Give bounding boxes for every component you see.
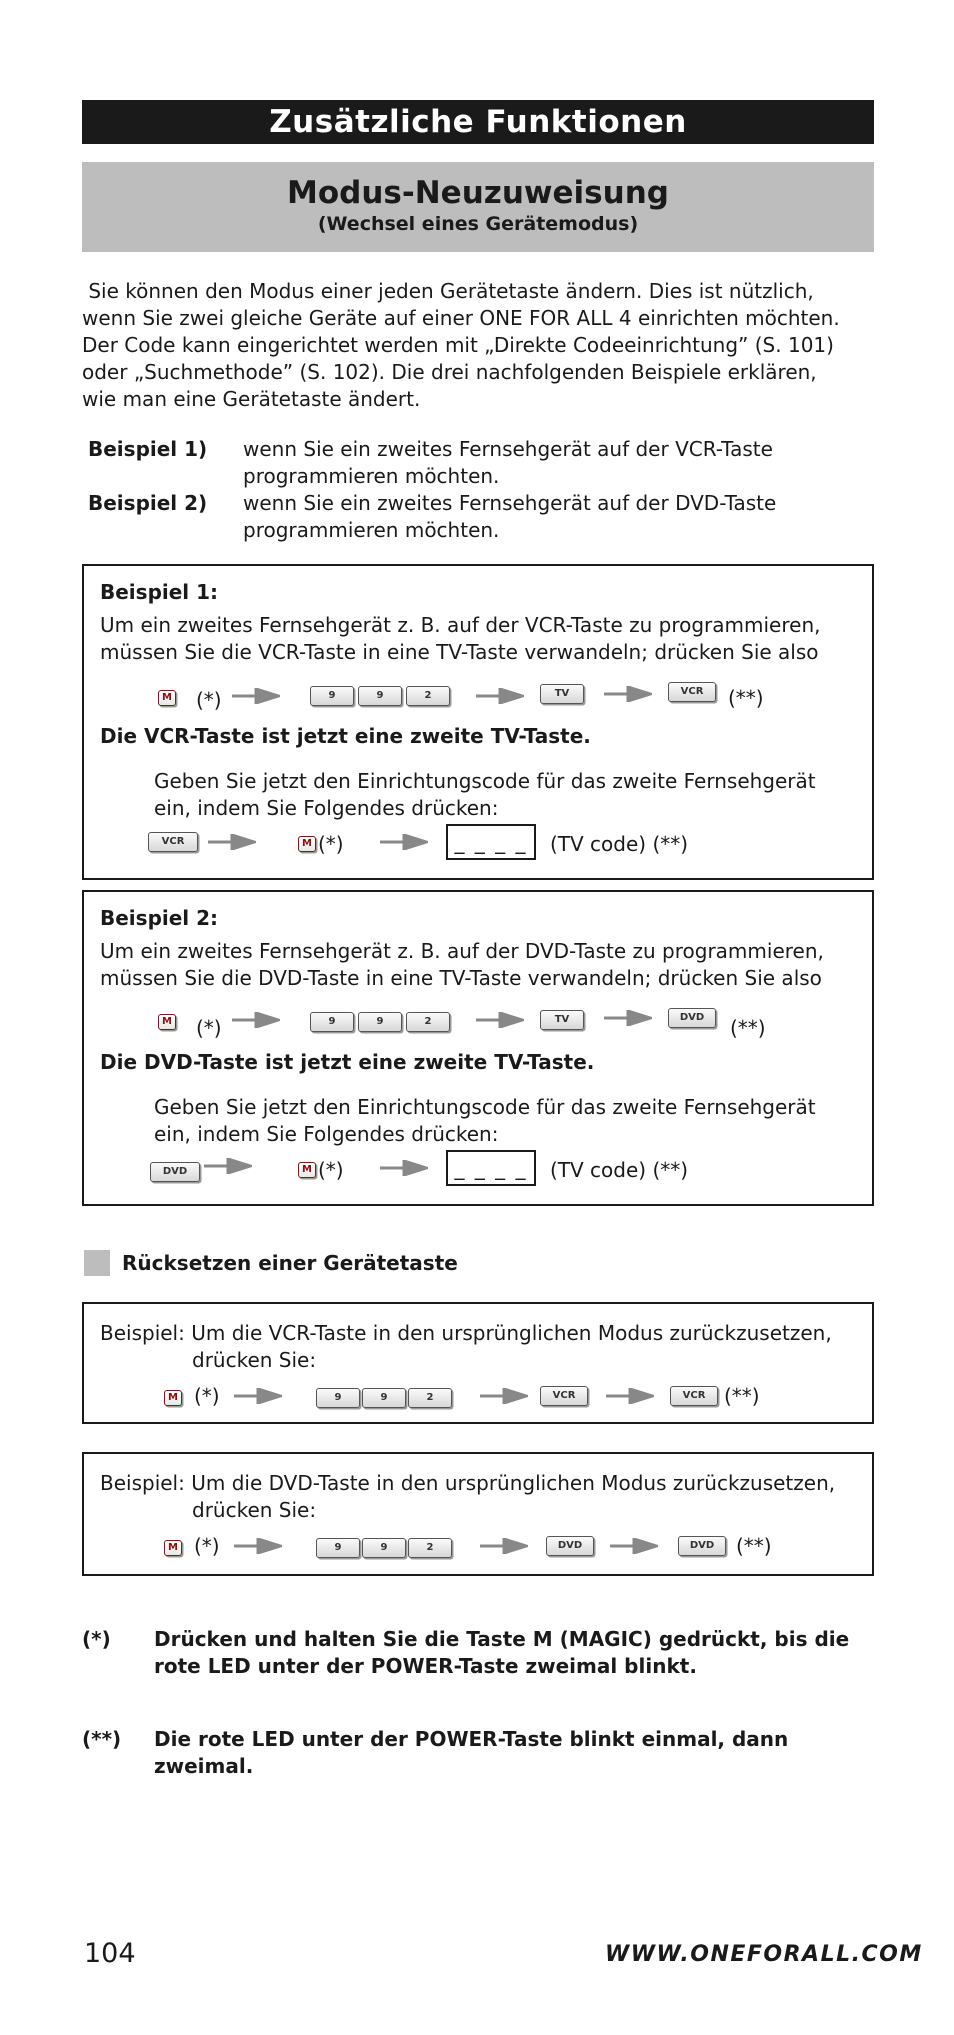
tv-key-icon: TV bbox=[540, 684, 584, 704]
vcr-key-icon: VCR bbox=[540, 1386, 588, 1406]
arrow-icon bbox=[232, 688, 280, 704]
key-9-icon: 9 bbox=[310, 686, 354, 706]
subtitle-box bbox=[82, 162, 874, 252]
magic-key-icon: M bbox=[158, 690, 176, 706]
star-note: (*) bbox=[194, 1384, 220, 1408]
reset-section-heading bbox=[84, 1250, 458, 1276]
indent-instruction bbox=[154, 1094, 854, 1148]
double-star-note: (**) bbox=[736, 1534, 772, 1558]
double-star-note: (**) bbox=[724, 1384, 760, 1408]
reset-line: Beispiel: Um die DVD-Taste in den ursprünglichen Modus zurückzusetzen, bbox=[100, 1471, 836, 1495]
double-star-note: (**) bbox=[728, 686, 764, 710]
arrow-icon bbox=[208, 834, 256, 850]
arrow-icon bbox=[604, 1010, 652, 1026]
star-note: (*) bbox=[196, 688, 222, 712]
footnote-line: Drücken und halten Sie die Taste M (MAGIC) gedrückt, bis die bbox=[154, 1627, 850, 1651]
code-entry-box: _ _ _ _ bbox=[446, 824, 536, 860]
star-note: (*) bbox=[196, 1016, 222, 1040]
reset-dvd-box bbox=[82, 1452, 874, 1576]
intro-line: oder „Suchmethode” (S. 102). Die drei nachfolgenden Beispiele erklären, bbox=[82, 360, 817, 384]
bullet-square-icon bbox=[84, 1250, 110, 1276]
box-line: müssen Sie die DVD-Taste in eine TV-Taste verwandeln; drücken Sie also bbox=[100, 966, 822, 990]
box-heading: Beispiel 1: bbox=[100, 580, 219, 604]
magic-key-icon: M bbox=[158, 1014, 176, 1030]
indent-line: Geben Sie jetzt den Einrichtungscode für das zweite Fernsehgerät bbox=[154, 769, 816, 793]
intro-line: wie man eine Gerätetaste ändert. bbox=[82, 387, 421, 411]
arrow-icon bbox=[380, 834, 428, 850]
key-9-icon: 9 bbox=[358, 686, 402, 706]
arrow-icon bbox=[234, 1388, 282, 1404]
dvd-key-icon: DVD bbox=[546, 1536, 594, 1556]
example-text bbox=[243, 490, 883, 544]
indent-line: ein, indem Sie Folgendes drücken: bbox=[154, 796, 499, 820]
magic-key-icon: M bbox=[164, 1540, 182, 1556]
arrow-icon bbox=[232, 1012, 280, 1028]
example-label: Beispiel 2) bbox=[88, 491, 208, 515]
example-2-box bbox=[82, 890, 874, 1206]
key-2-icon: 2 bbox=[408, 1538, 452, 1558]
example-1-box bbox=[82, 564, 874, 880]
indent-line: Geben Sie jetzt den Einrichtungscode für das zweite Fernsehgerät bbox=[154, 1095, 816, 1119]
result-statement: Die DVD-Taste ist jetzt eine zweite TV-Taste. bbox=[100, 1050, 595, 1074]
magic-key-icon: M bbox=[298, 836, 316, 852]
arrow-icon bbox=[604, 686, 652, 702]
key-9-icon: 9 bbox=[316, 1388, 360, 1408]
section-label: Rücksetzen einer Gerätetaste bbox=[122, 1251, 458, 1275]
reset-line: drücken Sie: bbox=[192, 1348, 317, 1372]
double-star-note: (**) bbox=[730, 1016, 766, 1040]
code-entry-box: _ _ _ _ bbox=[446, 1150, 536, 1186]
page-title: Modus-Neuzuweisung bbox=[287, 175, 669, 211]
reset-vcr-box bbox=[82, 1302, 874, 1424]
box-description bbox=[100, 612, 870, 666]
example-line: wenn Sie ein zweites Fernsehgerät auf der DVD-Taste bbox=[243, 491, 777, 515]
star-note: (*) bbox=[318, 1158, 344, 1182]
dvd-key-icon: DVD bbox=[150, 1162, 200, 1182]
reset-line: drücken Sie: bbox=[192, 1498, 317, 1522]
intro-paragraph bbox=[82, 278, 882, 413]
box-line: müssen Sie die VCR-Taste in eine TV-Taste verwandeln; drücken Sie also bbox=[100, 640, 819, 664]
dvd-key-icon: DVD bbox=[678, 1536, 726, 1556]
box-line: Um ein zweites Fernsehgerät z. B. auf der VCR-Taste zu programmieren, bbox=[100, 613, 821, 637]
arrow-icon bbox=[234, 1538, 282, 1554]
key-9-icon: 9 bbox=[310, 1012, 354, 1032]
magic-key-icon: M bbox=[164, 1390, 182, 1406]
key-2-icon: 2 bbox=[406, 686, 450, 706]
arrow-icon bbox=[380, 1160, 428, 1176]
examples-list bbox=[88, 436, 888, 544]
example-item bbox=[88, 490, 888, 544]
key-9-icon: 9 bbox=[316, 1538, 360, 1558]
vcr-key-icon: VCR bbox=[668, 682, 716, 702]
tv-key-icon: TV bbox=[540, 1010, 584, 1030]
vcr-key-icon: VCR bbox=[670, 1386, 718, 1406]
key-9-icon: 9 bbox=[362, 1538, 406, 1558]
magic-key-icon: M bbox=[298, 1162, 316, 1178]
key-2-icon: 2 bbox=[406, 1012, 450, 1032]
footnote-text bbox=[154, 1626, 874, 1680]
box-line: Um ein zweites Fernsehgerät z. B. auf der DVD-Taste zu programmieren, bbox=[100, 939, 824, 963]
example-line: programmieren möchten. bbox=[243, 518, 500, 542]
example-label: Beispiel 1) bbox=[88, 437, 208, 461]
example-line: wenn Sie ein zweites Fernsehgerät auf der VCR-Taste bbox=[243, 437, 773, 461]
website-link[interactable]: WWW.ONEFORALL.COM bbox=[605, 1942, 923, 1967]
footnote-line: Die rote LED unter der POWER-Taste blinkt einmal, dann bbox=[154, 1727, 789, 1751]
key-9-icon: 9 bbox=[358, 1012, 402, 1032]
arrow-icon bbox=[476, 688, 524, 704]
box-description bbox=[100, 938, 870, 992]
star-note: (*) bbox=[318, 832, 344, 856]
vcr-key-icon: VCR bbox=[148, 832, 198, 852]
footnote-single-star bbox=[82, 1626, 882, 1680]
footnote-double-star bbox=[82, 1726, 882, 1780]
tv-code-label: (TV code) (**) bbox=[550, 832, 689, 856]
intro-line: Sie können den Modus einer jeden Gerätetaste ändern. Dies ist nützlich, bbox=[82, 279, 814, 303]
arrow-icon bbox=[610, 1538, 658, 1554]
key-2-icon: 2 bbox=[408, 1388, 452, 1408]
arrow-icon bbox=[480, 1538, 528, 1554]
footnote-line: zweimal. bbox=[154, 1754, 254, 1778]
arrow-icon bbox=[476, 1012, 524, 1028]
indent-instruction bbox=[154, 768, 854, 822]
arrow-icon bbox=[606, 1388, 654, 1404]
dvd-key-icon: DVD bbox=[668, 1008, 716, 1028]
footnote-text bbox=[154, 1726, 874, 1780]
box-heading: Beispiel 2: bbox=[100, 906, 219, 930]
example-item bbox=[88, 436, 888, 490]
footnote-mark: (**) bbox=[82, 1727, 122, 1751]
page-subtitle: (Wechsel eines Gerätemodus) bbox=[317, 213, 639, 235]
example-text bbox=[243, 436, 883, 490]
intro-line: wenn Sie zwei gleiche Geräte auf einer ONE FOR ALL 4 einrichten möchten. bbox=[82, 306, 840, 330]
page-number: 104 bbox=[84, 1938, 136, 1969]
tv-code-label: (TV code) (**) bbox=[550, 1158, 689, 1182]
arrow-icon bbox=[204, 1158, 252, 1174]
footnote-mark: (*) bbox=[82, 1627, 111, 1651]
example-line: programmieren möchten. bbox=[243, 464, 500, 488]
arrow-icon bbox=[480, 1388, 528, 1404]
section-title: Zusätzliche Funktionen bbox=[82, 100, 874, 144]
intro-line: Der Code kann eingerichtet werden mit „Direkte Codeeinrichtung” (S. 101) bbox=[82, 333, 834, 357]
footnote-line: rote LED unter der POWER-Taste zweimal blinkt. bbox=[154, 1654, 697, 1678]
key-9-icon: 9 bbox=[362, 1388, 406, 1408]
reset-line: Beispiel: Um die VCR-Taste in den ursprünglichen Modus zurückzusetzen, bbox=[100, 1321, 832, 1345]
star-note: (*) bbox=[194, 1534, 220, 1558]
result-statement: Die VCR-Taste ist jetzt eine zweite TV-Taste. bbox=[100, 724, 591, 748]
indent-line: ein, indem Sie Folgendes drücken: bbox=[154, 1122, 499, 1146]
